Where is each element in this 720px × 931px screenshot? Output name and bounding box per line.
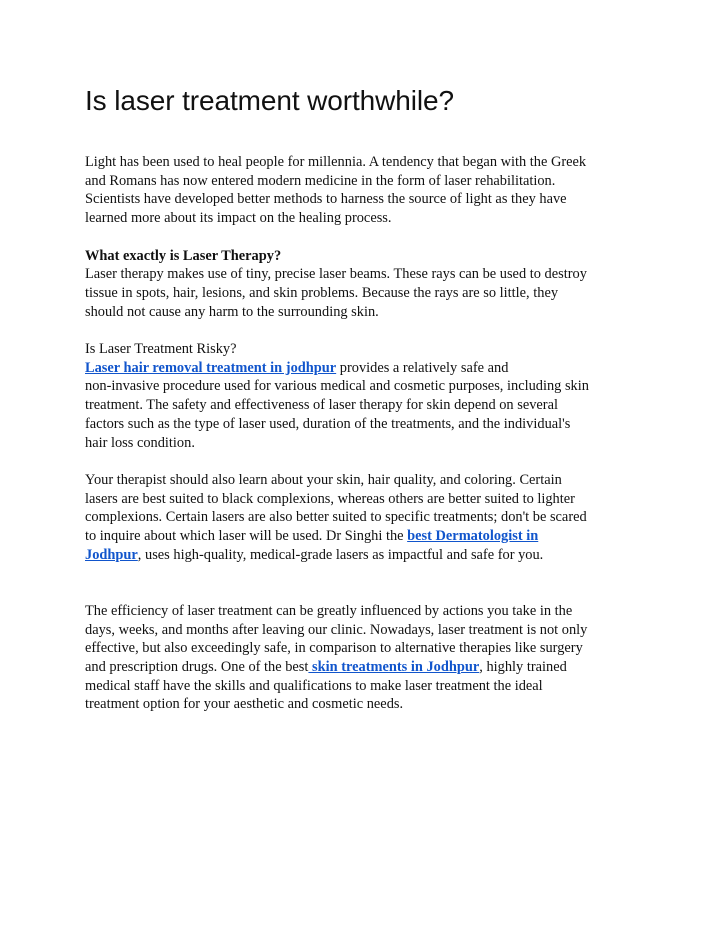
link-trailing-text: , highly trained bbox=[479, 658, 567, 675]
section-line: treatment. The safety and effectiveness of laser therapy for skin depend on several bbox=[85, 397, 558, 414]
document-body bbox=[85, 83, 640, 714]
section-line: The efficiency of laser treatment can be greatly influenced by actions you take in the bbox=[85, 602, 573, 619]
section-line: Laser therapy makes use of tiny, precise laser beams. These rays can be used to destroy bbox=[85, 266, 587, 283]
link-trailing-text: provides a relatively safe and bbox=[336, 359, 509, 376]
section-line: effective, but also exceedingly safe, in comparison to alternative therapies like surgery bbox=[85, 640, 583, 657]
spacer bbox=[85, 564, 640, 601]
intro-paragraph bbox=[85, 153, 640, 228]
spacer bbox=[85, 228, 640, 247]
spacer bbox=[85, 321, 640, 340]
laser-therapy-section bbox=[85, 247, 640, 322]
spacer bbox=[85, 452, 640, 471]
page-title: Is laser treatment worthwhile? bbox=[85, 85, 454, 116]
dermatologist-link-continued[interactable]: Jodhpur bbox=[85, 546, 138, 563]
section-heading: What exactly is Laser Therapy? bbox=[85, 247, 282, 264]
line-leading-text: and prescription drugs. One of the best bbox=[85, 658, 309, 675]
section-line: medical staff have the skills and qualifications to make laser treatment the ideal bbox=[85, 677, 543, 694]
therapist-paragraph bbox=[85, 471, 640, 565]
section-line: Your therapist should also learn about your skin, hair quality, and coloring. Certain bbox=[85, 471, 562, 488]
section-line: should not cause any harm to the surrounding skin. bbox=[85, 303, 379, 320]
section-line: treatment option for your aesthetic and cosmetic needs. bbox=[85, 696, 404, 713]
intro-line: learned more about its impact on the healing process. bbox=[85, 210, 392, 227]
section-line: tissue in spots, hair, lesions, and skin problems. Because the rays are so little, they bbox=[85, 284, 559, 301]
dermatologist-link[interactable]: best Dermatologist in bbox=[407, 528, 539, 545]
section-line: lasers are best suited to black complexions, whereas others are better suited to lighter bbox=[85, 490, 575, 507]
intro-line: Scientists have developed better methods to harness the source of light as they have bbox=[85, 191, 567, 208]
section-line bbox=[85, 527, 640, 546]
intro-line: Light has been used to heal people for millennia. A tendency that began with the Greek bbox=[85, 154, 587, 170]
skin-treatments-link[interactable]: skin treatments in Jodhpur bbox=[308, 658, 480, 675]
section-line: complexions. Certain lasers are also better suited to specific treatments; don't be scared bbox=[85, 509, 587, 526]
section-line: hair loss condition. bbox=[85, 434, 195, 451]
efficiency-paragraph bbox=[85, 602, 640, 714]
section-line bbox=[85, 546, 640, 565]
link-trailing-text: , uses high-quality, medical-grade lasers as impactful and safe for you. bbox=[137, 546, 544, 563]
section-line: non-invasive procedure used for various medical and cosmetic purposes, including skin bbox=[85, 378, 589, 395]
section-line bbox=[85, 658, 640, 677]
section-line: factors such as the type of laser used, duration of the treatments, and the individual's bbox=[85, 415, 571, 432]
section-heading: Is Laser Treatment Risky? bbox=[85, 341, 237, 357]
laser-hair-removal-link[interactable]: Laser hair removal treatment in jodhpur bbox=[85, 359, 337, 376]
intro-line: and Romans has now entered modern medicine in the form of laser rehabilitation. bbox=[85, 172, 556, 189]
line-leading-text: to inquire about which laser will be used. Dr Singhi the bbox=[85, 528, 408, 545]
section-line bbox=[85, 359, 640, 378]
section-line: days, weeks, and months after leaving our clinic. Nowadays, laser treatment is not only bbox=[85, 621, 588, 638]
risk-section bbox=[85, 340, 640, 452]
